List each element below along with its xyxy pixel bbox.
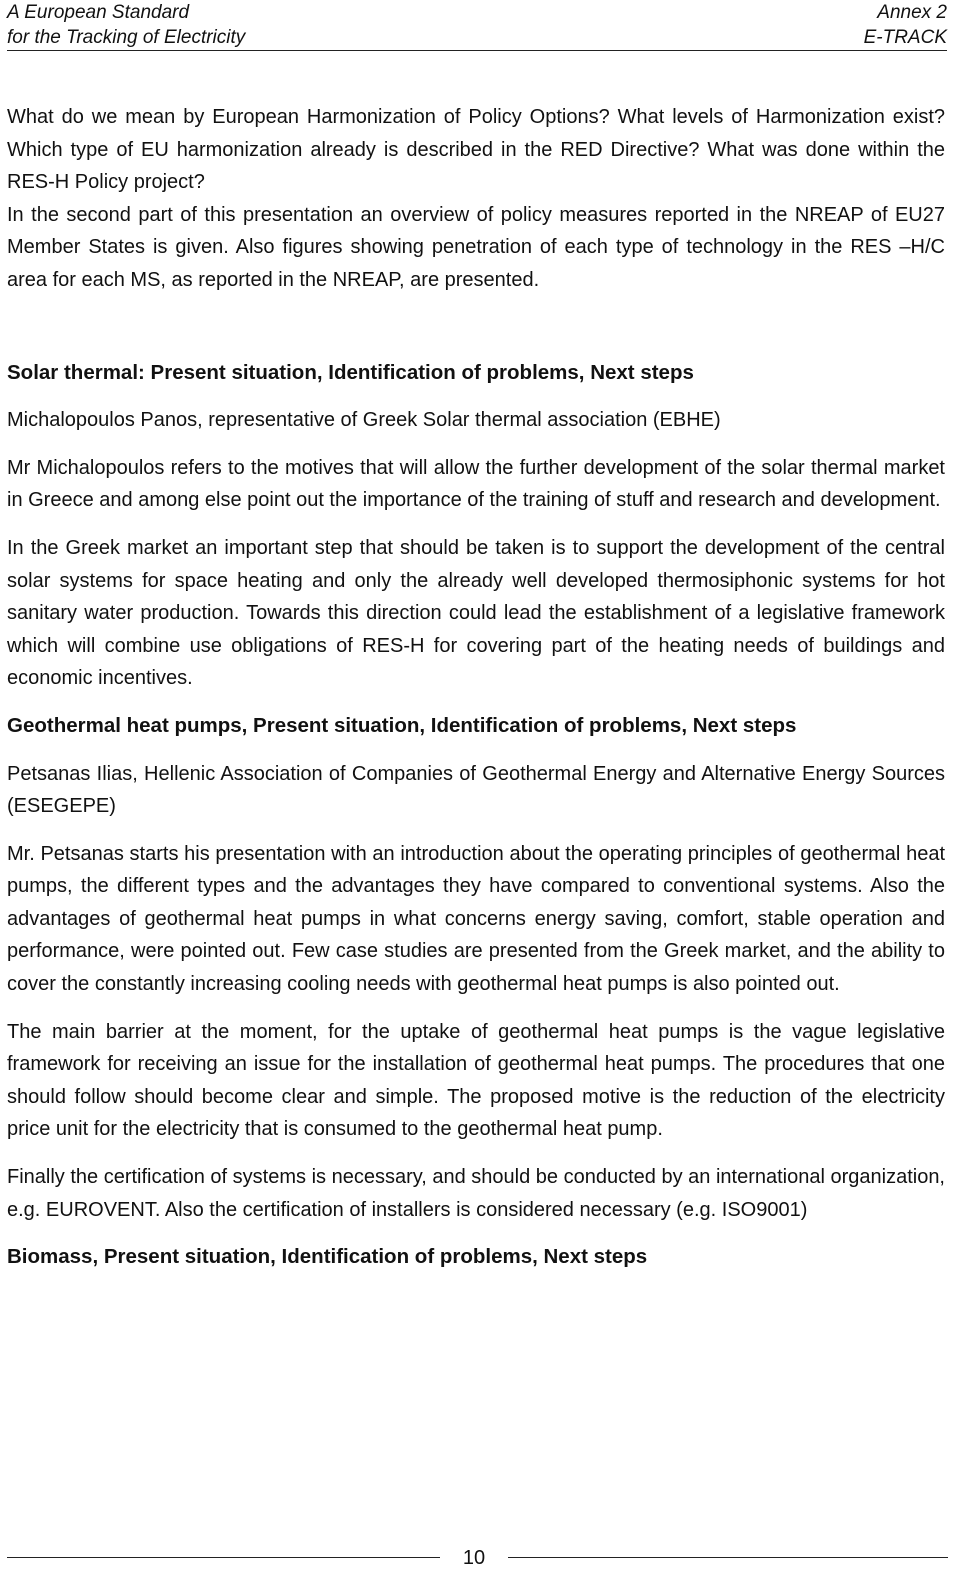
- footer-rule-left: [7, 1557, 440, 1558]
- solar-paragraph-1: Mr Michalopoulos refers to the motives that will allow the further development of the solar thermal market in Greece and among else point out the importance of the training of stuff and research and development.: [7, 456, 945, 512]
- header-annex: Annex 2: [877, 2, 947, 23]
- section-spacer: [7, 312, 945, 357]
- geothermal-paragraph-2: The main barrier at the moment, for the uptake of geothermal heat pumps is the vague legislative framework for receiving an issue for the installation of geothermal heat pumps. The procedures that one should follow should become clear and simple. The proposed motive is the reduction of the electricity price unit for the electricity that is consumed to the geothermal heat pump.: [7, 1020, 945, 1141]
- solar-paragraph-2: In the Greek market an important step that should be taken is to support the development of the central solar systems for space heating and only the already well developed thermosiphonic systems for hot sanitary water production. Towards this direction could lead the establishment of a legislative framework which will combine use obligations of RES-H for covering part of the heating needs of buildings and economic incentives.: [7, 536, 945, 690]
- header-right: [864, 0, 947, 50]
- footer-rule-right: [508, 1557, 948, 1558]
- geothermal-section-heading: Geothermal heat pumps, Present situation, Identification of problems, Next steps: [7, 713, 797, 737]
- geothermal-paragraph-3: Finally the certification of systems is necessary, and should be conducted by an international organization, e.g. EUROVENT. Also the certification of installers is considered necessary (e.g. ISO9001): [7, 1166, 945, 1221]
- geothermal-speaker: Petsanas Ilias, Hellenic Association of Companies of Geothermal Energy and Alternative Energy Sources (ESEGEPE): [7, 762, 945, 818]
- intro-paragraph-1: What do we mean by European Harmonization of Policy Options? What levels of Harmonization exist? Which type of EU harmonization already is described in the RED Directive? What was done within the RES-H Policy project?: [7, 106, 945, 194]
- document-body: [7, 101, 945, 1289]
- biomass-section-heading: Biomass, Present situation, Identification of problems, Next steps: [7, 1245, 648, 1269]
- header-left: [7, 0, 245, 50]
- intro-paragraph-2: In the second part of this presentation an overview of policy measures reported in the NREAP of EU27 Member States is given. Also figures showing penetration of each type of technology in the RES –H/C area for each MS, as reported in the NREAP, are presented.: [7, 203, 945, 291]
- page-footer: [0, 1540, 960, 1580]
- header-project: E-TRACK: [863, 27, 947, 48]
- header-title-line1: A European Standard: [7, 2, 190, 23]
- page-number: 10: [462, 1547, 486, 1569]
- page-header: [7, 0, 947, 51]
- geothermal-paragraph-1: Mr. Petsanas starts his presentation with an introduction about the operating principles of geothermal heat pumps, the different types and the advantages they have compared to conventional systems. Also the advantages of geothermal heat pumps in what concerns energy saving, comfort, stable operation and performance, were pointed out. Few case studies are presented from the Greek market, and the ability to cover the constantly increasing cooling needs with geothermal heat pumps is also pointed out.: [7, 842, 945, 996]
- header-title-line2: for the Tracking of Electricity: [7, 27, 246, 48]
- solar-speaker: Michalopoulos Panos, representative of Greek Solar thermal association (EBHE): [7, 409, 721, 432]
- solar-section-heading: Solar thermal: Present situation, Identification of problems, Next steps: [7, 360, 694, 384]
